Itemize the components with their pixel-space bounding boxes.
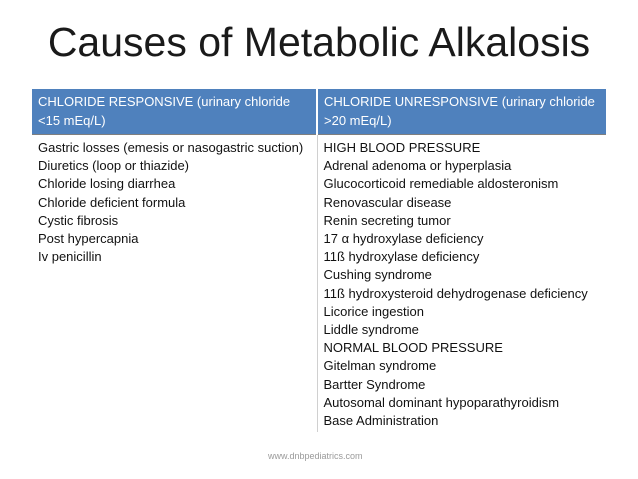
- section-heading-high-bp: HIGH BLOOD PRESSURE: [323, 140, 481, 155]
- list-item: Liddle syndrome: [323, 322, 419, 338]
- list-item: Diuretics (loop or thiazide): [38, 158, 190, 174]
- list-item: Renin secreting tumor: [323, 212, 451, 228]
- unresponsive-causes-cell: [317, 135, 606, 433]
- list-item: Licorice ingestion: [323, 303, 424, 319]
- list-item: Iv penicillin: [38, 249, 102, 265]
- list-item: Post hypercapnia: [38, 231, 139, 247]
- section-heading-normal-bp: NORMAL BLOOD PRESSURE: [323, 340, 503, 356]
- list-item: 11ß hydroxylase deficiency: [323, 249, 480, 265]
- causes-table: [32, 89, 606, 432]
- list-item: Cystic fibrosis: [38, 212, 119, 228]
- list-item: Chloride deficient formula: [38, 194, 186, 210]
- table-body-row: [32, 135, 606, 433]
- list-item: 11ß hydroxysteroid dehydrogenase deficiency: [323, 285, 588, 301]
- list-item: Autosomal dominant hypoparathyroidism: [323, 394, 560, 410]
- list-item: Chloride losing diarrhea: [38, 176, 176, 192]
- list-item: Gitelman syndrome: [323, 358, 437, 374]
- list-item: Bartter Syndrome: [323, 376, 426, 392]
- table-header-row: [32, 89, 606, 135]
- list-item: Glucocorticoid remediable aldosteronism: [323, 176, 559, 192]
- responsive-causes-cell: [32, 135, 317, 433]
- list-item: Gastric losses (emesis or nasogastric suction): [38, 140, 304, 155]
- header-chloride-unresponsive: CHLORIDE UNRESPONSIVE (urinary chloride >20 mEq/L): [317, 89, 606, 135]
- list-item: 17 α hydroxylase deficiency: [323, 231, 484, 247]
- slide-title: Causes of Metabolic Alkalosis: [47, 19, 591, 65]
- watermark: www.dnbpediatrics.com: [268, 451, 363, 461]
- list-item: Cushing syndrome: [323, 267, 432, 283]
- list-item: Adrenal adenoma or hyperplasia: [323, 158, 512, 174]
- header-chloride-responsive: CHLORIDE RESPONSIVE (urinary chloride <15 mEq/L): [32, 89, 317, 135]
- list-item: Renovascular disease: [323, 194, 452, 210]
- list-item: Base Administration: [323, 413, 439, 429]
